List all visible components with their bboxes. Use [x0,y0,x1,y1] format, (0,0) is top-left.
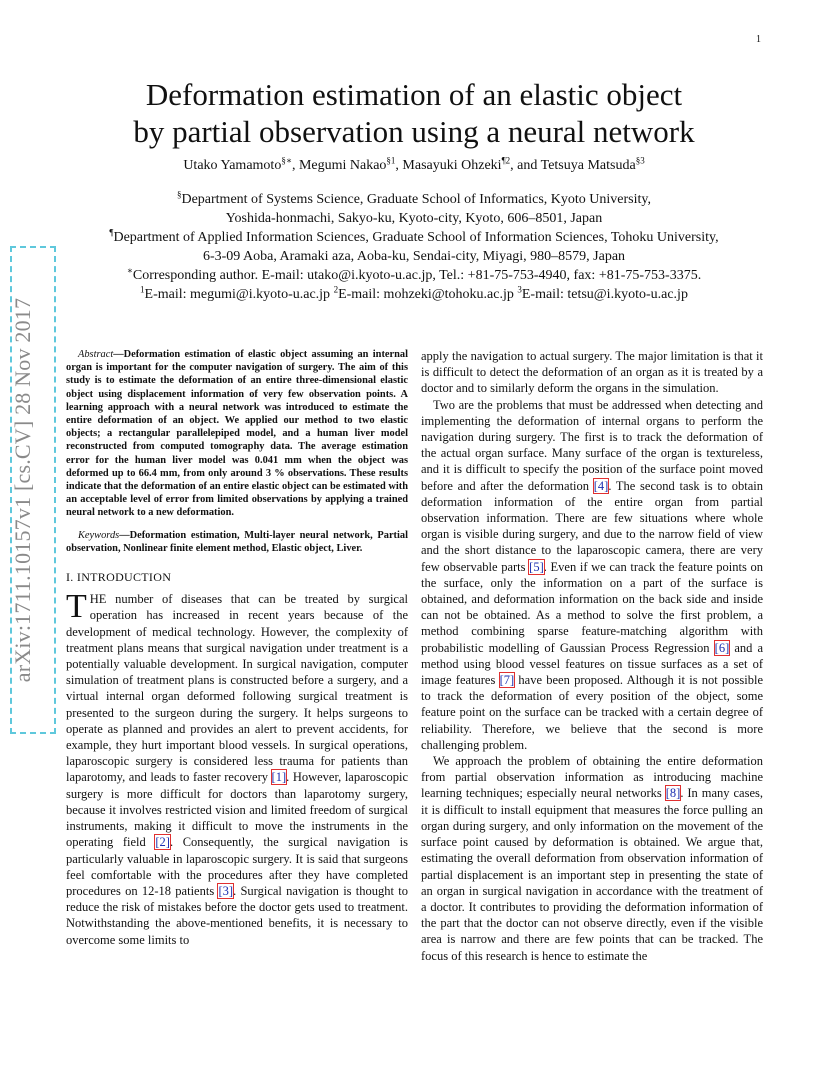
author-separator: , [395,158,403,173]
affiliation-line: 6-3-09 Aoba, Aramaki aza, Aoba-ku, Sendai-city, Miyagi, 980–8579, Japan [202,249,626,264]
paper-title [60,76,768,150]
keywords [66,529,408,555]
lead-word: HE [89,592,107,607]
author-name: Utako Yamamoto [183,158,282,173]
intro-paragraph [66,588,408,947]
paragraph-text: have been proposed. Although it is not possible to track the deformation of every position of the object, some feature point on the surface can be tracked with a certain degree of reliability. Therefore, we believe that the second is more challenging problem. [421,673,763,752]
author-mark: §1 [386,155,396,166]
citation-link[interactable] [666,786,681,800]
author-name: Masayuki Ohzeki [402,158,502,173]
email-text: E-mail: megumi@i.kyoto-u.ac.jp [144,287,334,302]
paragraph-text: number of diseases that can be treated by surgical operation has increased in recent years because of the development of medical technology. However, the complexity of treatment plans means that surgical navigation under treatment is a potentially valuable development. In surgical navigation, computer simulation of treatment plans is constructed before a surgery, and a virtual internal organ deformed following surgical treatment is presented to the surgeon during the surgery. It helps surgeons to operate as planned and provides an alert to prevent accidents, for example, they hurt important blood vessels. In surgical operations, laparoscopic surgery is considered less trauma for patients than laparotomy, and leads to faster recovery [66,592,408,785]
body-paragraph [421,753,763,964]
paragraph-text: We approach the problem of obtaining the entire deformation from partial observation information as introducing machine learning techniques; especially neural networks [421,754,763,801]
paragraph-text: . Even if we can track the feature points on the surface, only the information on a part of the surface is obtained, and deformation information on the back side and inside can not be obtained. As a method to solve the first problem, a method combining sparse feature-matching algorithm with probabilistic modelling of Gaussian Process Regression [421,559,764,655]
affiliation-mark: § [176,189,182,200]
author-list [60,157,768,175]
affiliation-text: Department of Applied Information Sciences, Graduate School of Information Sciences, Tohoku University, [113,230,719,245]
citation-number: [ 3 ] [218,884,233,898]
citation-number: [ 6 ] [715,641,730,655]
citation-number: [ 7 ] [500,673,515,687]
email-mark: 2 [333,284,339,295]
title-line-2: by partial observation using a neural network [133,114,695,149]
affiliation-line: Yoshida-honmachi, Sakyo-ku, Kyoto-city, Kyoto, 606–8501, Japan [225,211,603,226]
author-name: Tetsuya Matsuda [540,158,636,173]
citation-link[interactable] [594,479,609,493]
citation-link[interactable] [529,560,544,574]
paragraph-text: . Consequently, the surgical navigation is particularly valuable in laparoscopic surgery. It is said that surgeons feel comfortable with the procedures after they have completed procedures on 12-18 patients [66,835,408,898]
citation-number: [ 2 ] [155,835,170,849]
citation-number: [ 8 ] [666,786,681,800]
drop-cap: T [66,588,87,626]
affiliations [60,190,768,304]
paragraph-text: Two are the problems that must be addressed when detecting and implementing the deformation of internal organs to perform the navigation during surgery. The first is to track the deformation of the actual organ surface. Many surface of the organ is textureless, and it is difficult to specify the position of the surface point moved before and after the deformation [421,397,763,493]
paragraph-text: . In many cases, it is difficult to install equipment that measures the force pulling an organ during surgery, and only information on the movement of the surface point caused by deformation is obtained. We argue that, estimating the overall deformation from observation information of partial displacement is an important step in presenting the state of an organ in surgical navigation in accordance with the treatment of a doctor. It contributes to providing the deformation information of the part that the doctor can not observe directly, even if the visible area is narrow and there are few points that can be tracked. The focus of this research is hence to estimate the [421,786,763,963]
left-column [66,348,408,948]
citation-number: [ 1 ] [272,770,287,784]
citation-number: [ 5 ] [529,560,544,574]
corresponding-author-text: Corresponding author. E-mail: utako@i.kyoto-u.ac.jp, Tel.: +81-75-753-4940, fax: +81-75-753-3375. [132,268,702,283]
paragraph-text: and a method using blood vessel features on tissue surfaces as a set of image features [421,640,763,688]
citation-link[interactable] [218,884,233,898]
citation-link[interactable] [500,673,515,687]
affiliation-line [60,228,768,247]
author-separator: , [291,158,299,173]
citation-link[interactable] [272,770,287,784]
body-paragraph: apply the navigation to actual surgery. The major limitation is that it is difficult to detect the deformation of an organ as it is treated by a doctor and to similarly deform the organs in the simulation. [421,349,763,396]
abstract-text: —Deformation estimation of elastic object assuming an internal organ is important for the computer navigation of surgery. The aim of this study is to estimate the deformation of an entire three-dimensional elastic object using displacement information of very few observation points. A learning approach with a neural network was introduced to estimate the entire deformation of an object. We applied our method to two elastic objects; a rectangular parallelepiped model, and a human liver model reconstructed from computed tomography data. The average estimation error for the human liver model was 0.041 mm when the object was deformed up to 66.4 mm, from only around 3 % observations. These results indicate that the deformation of an entire elastic object can be estimated with an acceptable level of error from limited observations by applying a trained neural network to a new deformation. [66,349,408,519]
affiliation-text: Department of Systems Science, Graduate School of Informatics, Kyoto University, [181,192,652,207]
email-text: E-mail: mohzeki@tohoku.ac.jp [338,287,518,302]
author-separator: , and [510,158,541,173]
arxiv-stamp[interactable]: arXiv:1711.10157v1 [cs.CV] 28 Nov 2017 [10,297,35,683]
affiliation-mark: ∗ [126,265,133,276]
section-title-initial: I [76,570,82,585]
email-mark: 3 [517,284,522,295]
affiliation-mark: ¶ [109,227,114,238]
corresponding-author-line [60,266,768,285]
author-mark: §3 [635,155,645,166]
affiliation-line [60,190,768,209]
section-title-rest: NTRODUCTION [81,570,172,585]
citation-number: [ 4 ] [594,479,609,493]
author-mark: §∗ [281,155,292,166]
section-number: I. [66,570,77,585]
email-mark: 1 [140,284,145,295]
body-paragraph [421,397,763,753]
abstract-label: Abstract [78,349,114,360]
page-number: 1 [756,34,761,45]
email-text: E-mail: tetsu@i.kyoto-u.ac.jp [521,287,688,302]
keywords-label: Keywords [78,529,120,541]
paragraph-text: . Surgical navigation is thought to reduce the risk of mistakes before the doctor gets used to treatment. Notwithstanding the above-mentioned benefits, it is necessary to overcome some limits to [66,883,408,947]
title-line-1: Deformation estimation of an elastic object [145,77,683,112]
paragraph-text: . However, laparoscopic surgery is more difficult for doctors than laparotomy surgery, because it involves restricted vision and limited freedom of surgical instruments, making it difficult to move the instruments in the operating field [66,770,408,850]
paragraph-text: . The second task is to obtain deformation information of the entire organ from partial observation information. There are few situations where whole organ is visible during surgery, and due to the narrow field of view and the short distance to the laparoscopic camera, there are very few observable parts [421,478,764,574]
right-column [421,348,763,964]
abstract [66,348,408,520]
author-mark: ¶2 [501,155,511,166]
author-name: Megumi Nakao [298,158,387,173]
keywords-text: —Deformation estimation, Multi-layer neural network, Partial observation, Nonlinear finite element method, Elastic object, Liver. [66,529,408,554]
citation-link[interactable] [715,641,730,655]
citation-link[interactable] [155,835,170,849]
section-heading-introduction [66,569,408,585]
email-line [60,285,768,304]
